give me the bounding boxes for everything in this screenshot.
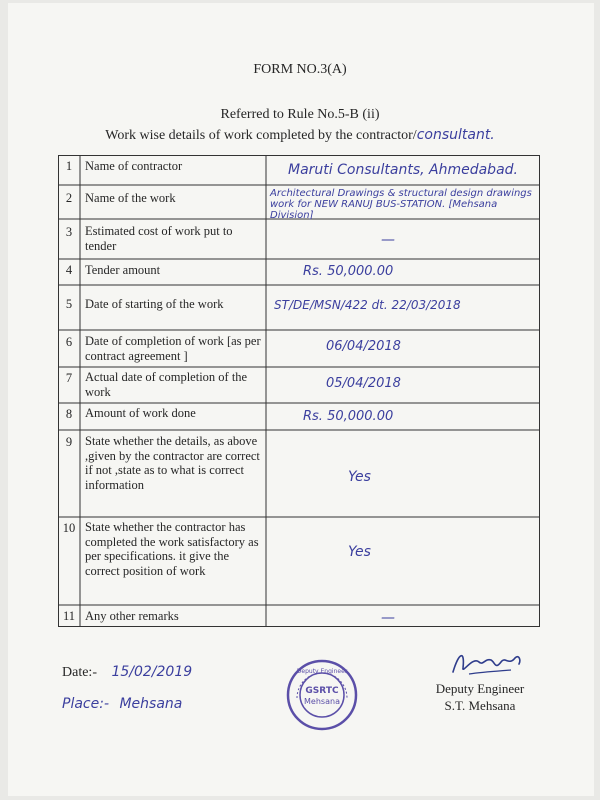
row-number: 3 — [65, 225, 73, 239]
row-number: 5 — [65, 297, 73, 311]
row-number: 2 — [65, 191, 73, 205]
row-label: Name of the work — [85, 191, 176, 205]
row-number: 9 — [65, 435, 73, 449]
rule-reference: Referred to Rule No.5-B (ii) — [220, 107, 380, 122]
row-number: 4 — [65, 263, 73, 277]
row-label: Actual date of completion of the work — [85, 370, 248, 399]
seal-org: GSRTC — [305, 686, 339, 696]
officer-office: S.T. Mehsana — [444, 698, 516, 713]
row-label: Estimated cost of work put to tender — [85, 224, 233, 253]
officer-title: Deputy Engineer — [435, 681, 525, 696]
work-name-value: Architectural Drawings & structural design drawings work for NEW RANUJ BUS-STATION. [Mehsana Division] — [270, 188, 532, 221]
form-title: FORM NO.3(A) — [253, 62, 347, 77]
date-value: 15/02/2019 — [111, 664, 193, 680]
row-label: Amount of work done — [85, 406, 196, 420]
signature — [449, 648, 525, 678]
row-label: Date of starting of the work — [85, 297, 224, 311]
start-date-value: ST/DE/MSN/422 dt. 22/03/2018 — [274, 298, 461, 312]
amount-done-value: Rs. 50,000.00 — [303, 409, 394, 424]
row-number: 10 — [62, 521, 76, 535]
row-label: Tender amount — [85, 263, 161, 277]
date-label: Date:- — [62, 665, 97, 680]
place-line — [62, 696, 182, 712]
subtitle-printed: Work wise details of work completed by the contractor/ — [105, 128, 417, 143]
remarks-value: — — [381, 610, 395, 626]
place-value: Mehsana — [119, 696, 183, 712]
details-correct-value: Yes — [348, 469, 371, 485]
subtitle-handwritten: consultant. — [416, 127, 495, 143]
row-number: 11 — [62, 609, 76, 623]
seal-place: Mehsana — [304, 697, 340, 706]
contractor-name-value: Maruti Consultants, Ahmedabad. — [288, 162, 518, 178]
date-line — [62, 664, 192, 681]
tender-amount-value: Rs. 50,000.00 — [303, 264, 394, 279]
agreement-completion-date-value: 06/04/2018 — [326, 339, 401, 354]
row-label: Any other remarks — [85, 609, 179, 623]
form-subtitle — [0, 127, 600, 144]
work-satisfactory-value: Yes — [348, 544, 371, 560]
details-table — [58, 155, 540, 627]
signatory-block — [420, 680, 540, 714]
row-number: 8 — [65, 407, 73, 421]
row-label: State whether the contractor has completed the work satisfactory as per specifications. it give the correct position of work — [85, 520, 259, 578]
row-number: 7 — [65, 371, 73, 385]
row-label: Date of completion of work [as per contract agreement ] — [85, 334, 261, 363]
row-number: 6 — [65, 335, 73, 349]
row-label: State whether the details, as above ,given by the contractor are correct if not ,state as to what is correct information — [85, 434, 260, 492]
official-seal — [285, 658, 359, 732]
row-label: Name of contractor — [85, 159, 183, 173]
place-label: Place:- — [62, 696, 109, 712]
actual-completion-date-value: 05/04/2018 — [326, 376, 401, 391]
row-number: 1 — [65, 159, 73, 173]
estimated-cost-value: — — [381, 232, 395, 248]
seal-title: Deputy Engineer — [296, 668, 348, 675]
